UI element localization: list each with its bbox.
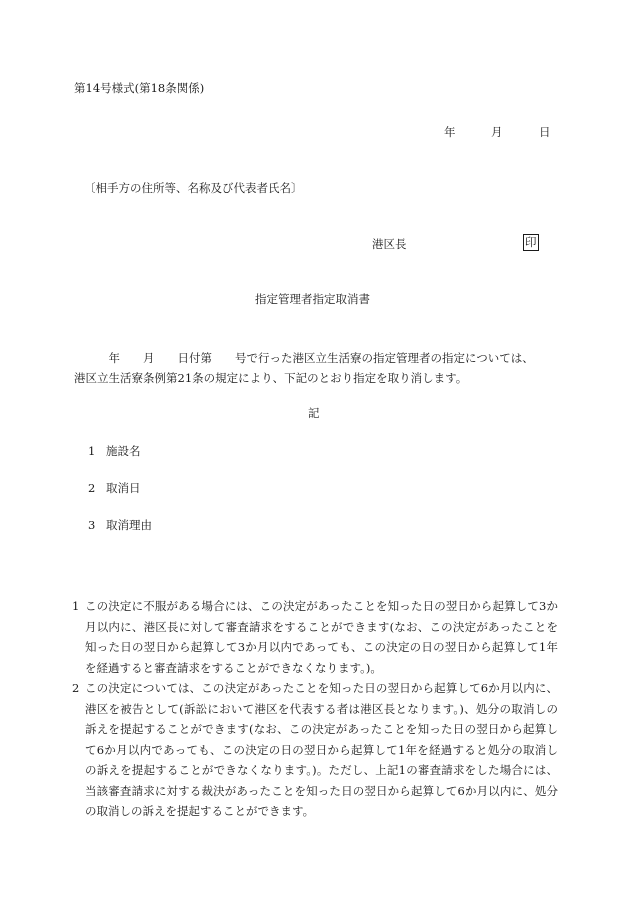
item-cancellation-date [88, 480, 141, 497]
body-line-2: 港区立生活寮条例第21条の規定により、下記のとおり指定を取り消します。 [74, 371, 468, 385]
note-number: 1 [72, 599, 80, 613]
note-text: この決定については、この決定があったことを知った日の翌日から起算して6か月以内に、港区を被告として(訴訟において港区を代表する者は港区長となります。)、処分の取消しの訴えを提起することができます(なお、この決定があったことを知った日の翌日から起算して6か月以内であっても、この決定の日の翌日から起算して1年を経過すると処分の取消しの訴えを提起することができなくなります。)。ただし、上記1の審査請求をした場合には、当該審査請求に対する裁決があったことを知った日の翌日から起算して6か月以内に、処分の取消しの訴えを提起することができます。 [85, 681, 558, 818]
document-title: 指定管理者指定取消書 [255, 292, 370, 306]
item-label: 施設名 [106, 444, 141, 458]
seal-mark: 印 [525, 235, 537, 249]
note-number: 2 [72, 681, 80, 695]
date-month-label: 月 [491, 125, 503, 139]
item-label: 取消理由 [106, 518, 152, 532]
notes-section [72, 596, 558, 822]
note-text: この決定に不服がある場合には、この決定があったことを知った日の翌日から起算して3か月以内に、港区長に対して審査請求をすることができます(なお、この決定があったことを知った日の翌日から起算して3か月以内であっても、この決定の日の翌日から起算して1年を経過すると審査請求をすることができなくなります。)。 [85, 599, 558, 675]
date-day-label: 日 [539, 125, 551, 139]
item-number: 1 [88, 444, 96, 458]
note-appeal [72, 596, 558, 678]
ki-label: 記 [308, 406, 320, 420]
item-facility-name [88, 443, 141, 460]
item-label: 取消日 [106, 481, 141, 495]
form-number: 第14号様式(第18条関係) [74, 81, 205, 95]
item-number: 2 [88, 481, 96, 495]
item-cancellation-reason [88, 517, 152, 534]
note-lawsuit [72, 678, 558, 822]
item-number: 3 [88, 518, 96, 532]
body-line-1: 年 月 日付第 号で行った港区立生活寮の指定管理者の指定については、 [74, 351, 534, 365]
date-year-label: 年 [444, 125, 456, 139]
issuer-title: 港区長 [372, 237, 407, 251]
body-paragraph [74, 348, 544, 388]
addressee-placeholder: 〔相手方の住所等、名称及び代表者氏名〕 [84, 181, 303, 195]
